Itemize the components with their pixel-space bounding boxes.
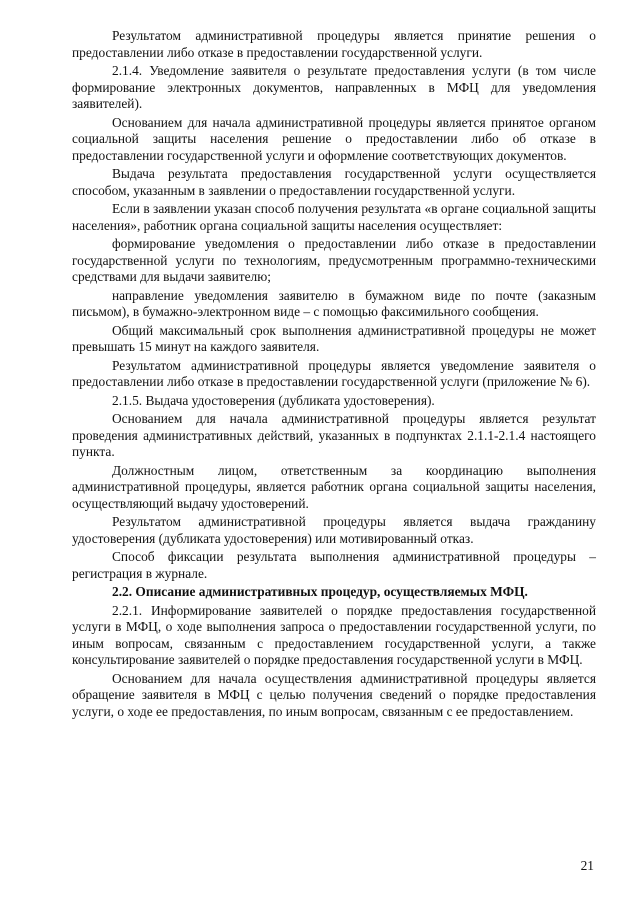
paragraph: Результатом административной процедуры является уведомление заявителя о предоставлении либо отказе в предоставлении государственной услуги (приложение № 6). (72, 357, 596, 390)
paragraph: 2.1.5. Выдача удостоверения (дубликата удостоверения). (112, 392, 435, 408)
paragraph: 2.2.1. Информирование заявителей о порядке предоставления государственной услуги в МФЦ, о ходе выполнения запроса о предоставлении государственной услуги, по иным вопросам, связанным с предоставлением государственной услуги, а также консультирование заявителей о порядке предоставления государственной услуги в МФЦ. (72, 602, 596, 668)
section-heading: 2.2. Описание административных процедур, осуществляемых МФЦ. (112, 584, 528, 600)
document-body (72, 28, 596, 722)
paragraph: Результатом административной процедуры является выдача гражданину удостоверения (дубликата удостоверения) или мотивированный отказ. (72, 514, 596, 546)
paragraph: Результатом административной процедуры является принятие решения о предоставлении либо отказе в предоставлении государственной услуги. (72, 28, 596, 60)
paragraph: Должностным лицом, ответственным за координацию выполнения административной процедуры, является работник органа социальной защиты населения, осуществляющий выдачу удостоверений. (72, 462, 596, 511)
paragraph: Основанием для начала административной процедуры является результат проведения административных действий, указанных в подпунктах 2.1.1-2.1.4 настоящего пункта. (72, 411, 596, 460)
paragraph: 2.1.4. Уведомление заявителя о результате предоставления услуги (в том числе формирование электронных документов, направленных в МФЦ для уведомления заявителей). (72, 62, 596, 112)
paragraph: Основанием для начала административной процедуры является принятое органом социальной защиты населения решение о предоставлении либо об отказе в предоставлении государственной услуги и оформление соответствующих документов. (72, 114, 596, 163)
paragraph: направление уведомления заявителю в бумажном виде по почте (заказным письмом), в бумажно-электронном виде – с помощью факсимильного сообщения. (72, 287, 596, 320)
paragraph: Способ фиксации результата выполнения административной процедуры – регистрация в журнале. (72, 549, 596, 581)
paragraph: Выдача результата предоставления государственной услуги осуществляется способом, указанным в заявлении о предоставлении государственной услуги. (72, 166, 596, 198)
paragraph: формирование уведомления о предоставлении либо отказе в предоставлении государственной услуги по технологиям, предусмотренным программно-техническими средствами для выдачи заявителю; (72, 236, 596, 285)
page-number: 21 (580, 858, 594, 873)
paragraph: Основанием для начала осуществления административной процедуры является обращение заявителя в МФЦ с целью получения сведений о порядке предоставления услуги, о ходе ее предоставления, по иным вопросам, связанным с ее предоставлением. (72, 670, 596, 719)
paragraph: Общий максимальный срок выполнения административной процедуры не может превышать 15 минут на каждого заявителя. (72, 322, 596, 355)
paragraph: Если в заявлении указан способ получения результата «в органе социальной защиты населения», работник органа социальной защиты населения осуществляет: (72, 201, 596, 233)
